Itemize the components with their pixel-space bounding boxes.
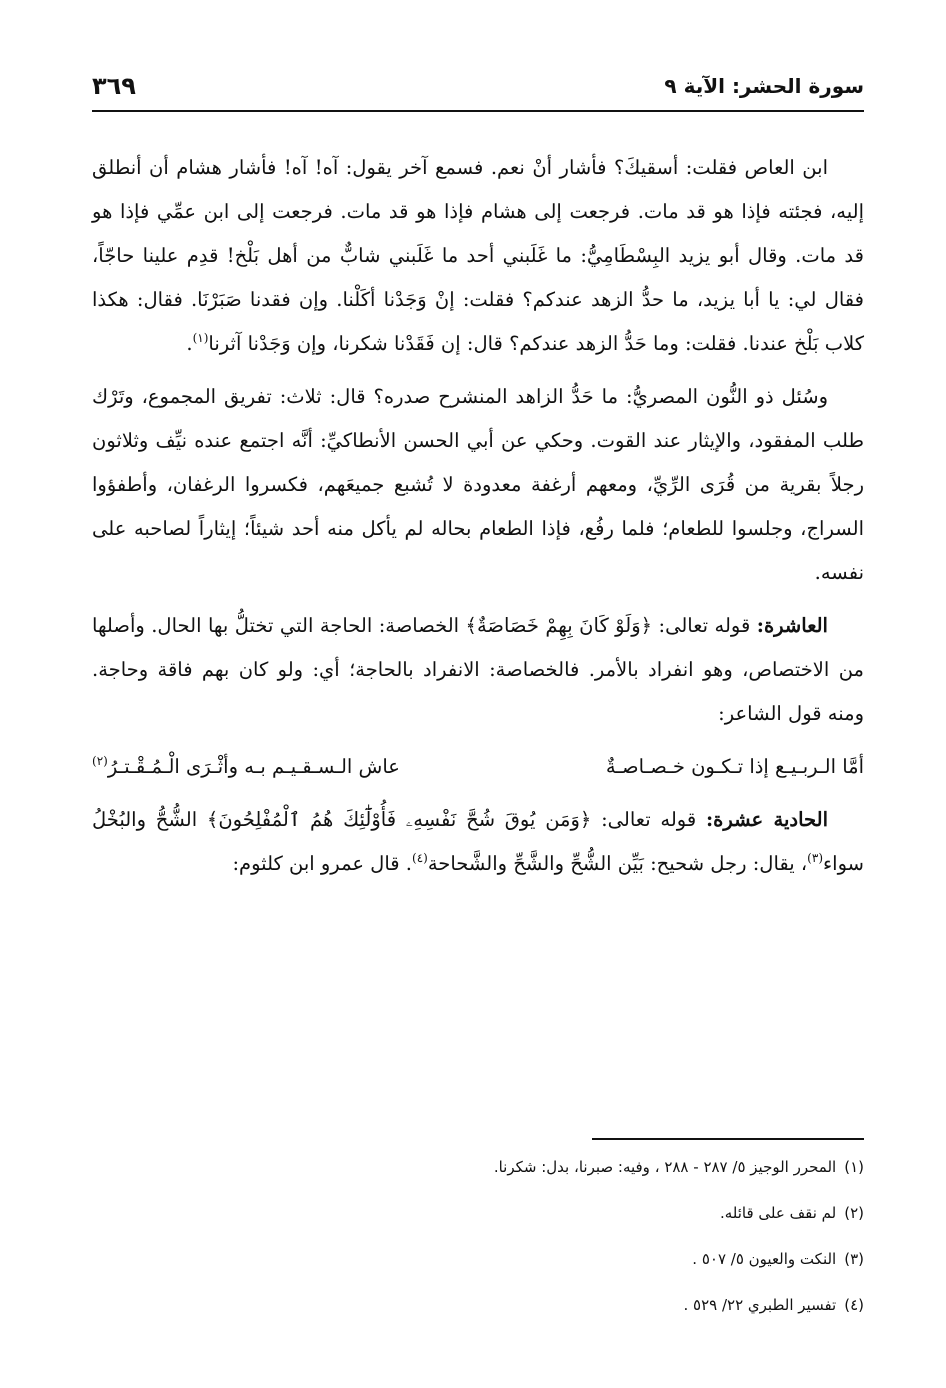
poem-second-hemistich: [92, 745, 400, 789]
paragraph-4: [92, 798, 864, 886]
footnote-ref-2: (٢): [92, 754, 108, 768]
poem-line: [92, 745, 864, 789]
footnote-text: المحرر الوجيز ٥/ ٢٨٧ - ٢٨٨ ، وفيه: صبرنا، بدل: شكرنا.: [493, 1158, 837, 1176]
paragraph-4-text-c: . قال عمرو ابن كلثوم:: [232, 852, 413, 875]
footnotes: [92, 1150, 864, 1334]
footnote-text: لم نقف على قائله.: [719, 1204, 837, 1222]
poem-second-hemistich-text: عاش الـسـقـيـم بـه وأثْـرَى الْـمُـقْـتـرُ: [107, 755, 400, 778]
paragraph-3-intro: قوله تعالى:: [652, 614, 757, 637]
paragraph-1: [92, 146, 864, 366]
footnote-separator: [592, 1138, 864, 1140]
footnote-2: [92, 1196, 864, 1242]
footnote-3: [92, 1242, 864, 1288]
paragraph-1-text: ابن العاص فقلت: أسقيكَ؟ فأشار أنْ نعم. فسمع آخر يقول: آه! آه! فأشار هشام أن أنطلق إليه، فجئته فإذا هو قد مات. فرجعت إلى هشام فإذا هو قد مات. فرجعت إلى ابن عمِّي فإذا هو قد مات. وقال أبو يزيد البِسْطَامِيُّ: ما غَلَبني أحد ما غَلَبني شابٌّ من أهل بَلْخ! قدِم علينا حاجّاً، فقال لي: يا أبا يزيد، ما حدُّ الزهد عندكم؟ فقلت: إنْ وَجَدْنا أكَلْنا. وإن فقدنا صَبَرْنَا. فقال: هكذا كلاب بَلْخ عندنا. فقلت: وما حَدُّ الزهد عندكم؟ قال: إن فَقَدْنا شكرنا، وإن وَجَدْنا آثرنا: [92, 156, 864, 355]
footnote-text: تفسير الطبري ٢٢/ ٥٢٩ .: [683, 1296, 837, 1314]
paragraph-2-text: وسُئل ذو النُّون المصريُّ: ما حَدُّ الزاهد المنشرح صدره؟ قال: ثلاث: تفريق المجموع، وتَرْك طلب المفقود، والإيثار عند القوت. وحكي عن أبي الحسن الأنطاكيِّ: أنَّه اجتمع عنده نيِّف وثلاثون رجلاً بقرية من قُرَى الرِّيِّ، ومعهم أرغفة معدودة لا تُشبع جميعَهم، فكسروا الرغفان، وأطفؤوا السراج، وجلسوا للطعام؛ فلما رفُع، فإذا الطعام بحاله لم يأكل منه أحد شيئاً؛ إيثاراً لصاحبه على نفسه.: [92, 385, 864, 584]
paragraph-4-intro: قوله تعالى:: [591, 808, 706, 831]
paragraph-4-text-b: ، يقال: رجل شحيح: بَيِّن الشُّحِّ والشَّحِّ والشَّحاحة: [427, 852, 808, 875]
page-number: ٣٦٩: [92, 72, 136, 100]
paragraph-3-text: الخصاصة: الحاجة التي تختلُّ بها الحال. وأصلها من الاختصاص، وهو انفراد بالأمر. فالخصاصة: الانفراد بالحاجة؛ أي: ولو كان بهم فاقة وحاجة. ومنه قول الشاعر:: [92, 614, 864, 725]
poem-first-hemistich: أمَّا الـربـيـع إذا تـكـون خـصـاصـةٌ: [605, 755, 864, 778]
quran-verse-1: ﴿وَلَوْ كَانَ بِهِمْ خَصَاصَةٌ﴾: [465, 614, 653, 637]
footnote-number: (٤): [844, 1296, 864, 1314]
footnote-1: [92, 1150, 864, 1196]
chapter-title: سورة الحشر: الآية ٩: [664, 74, 864, 98]
footnote-ref-4: (٤): [412, 851, 428, 865]
paragraph-1-end: .: [186, 332, 193, 355]
section-heading-eleventh: الحادية عشرة:: [705, 808, 828, 831]
paragraph-2: [92, 375, 864, 595]
footnote-ref-1: (١): [192, 331, 209, 345]
footnote-number: (١): [844, 1158, 864, 1176]
main-text: [92, 146, 864, 895]
section-heading-tenth: العاشرة:: [756, 614, 828, 637]
paragraph-3: [92, 604, 864, 736]
footnote-text: النكت والعيون ٥/ ٥٠٧ .: [692, 1250, 837, 1268]
footnote-4: [92, 1288, 864, 1334]
footnote-ref-3: (٣): [807, 851, 823, 865]
footnote-number: (٢): [844, 1204, 864, 1222]
paragraph-4-text-a: الشُّحُّ والبُخْلُ سواء: [92, 808, 864, 875]
running-header: [92, 70, 864, 112]
quran-verse-2: ﴿وَمَن يُوقَ شُحَّ نَفْسِهِۦ فَأُوْلَٰٓئِكَ هُمُ ٱلْمُفْلِحُونَ﴾: [206, 808, 592, 831]
footnote-number: (٣): [844, 1250, 864, 1268]
